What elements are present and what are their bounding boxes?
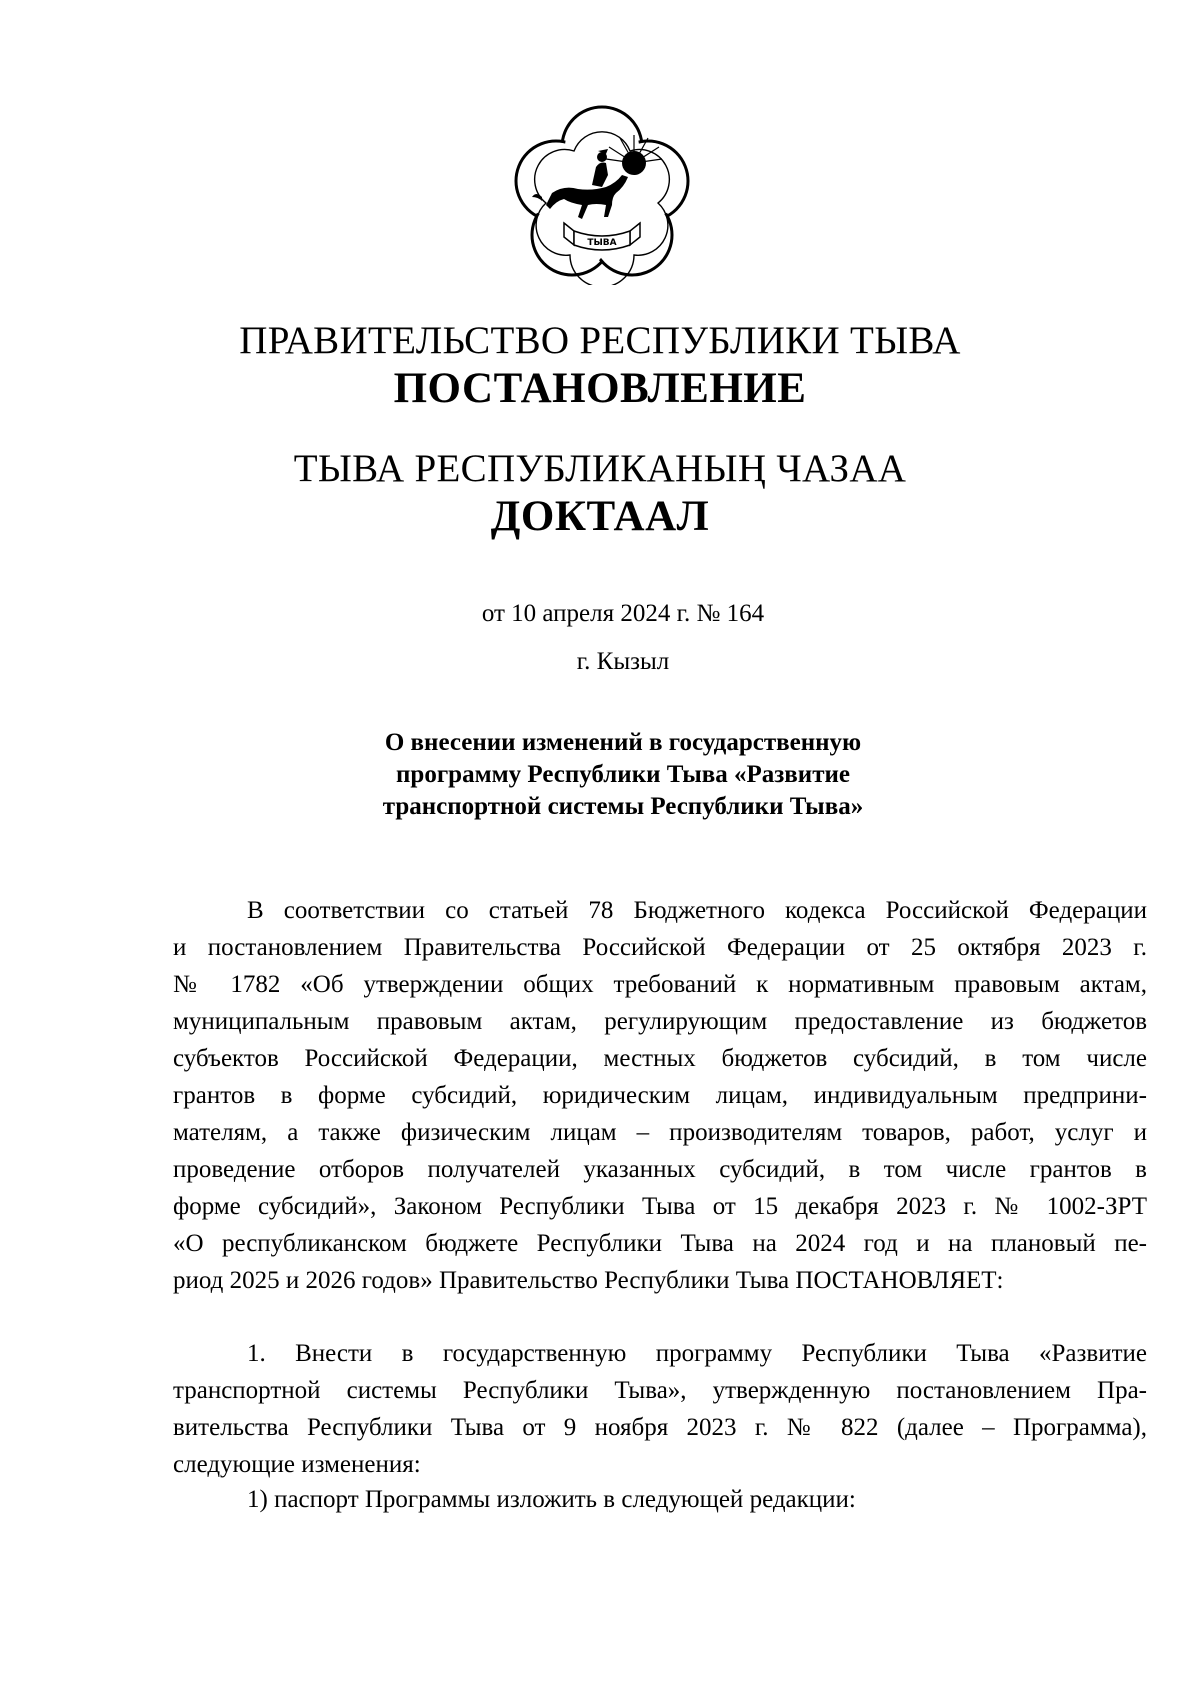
preamble-paragraph	[173, 892, 1147, 1299]
paragraph-line: грантов в форме субсидий, юридическим лицам, индивидуальным предприни-	[173, 1082, 1147, 1109]
subject-line: О внесении изменений в государственную	[384, 729, 862, 756]
paragraph-line: транспортной системы Республики Тыва», утвержденную постановлением Пра-	[173, 1377, 1147, 1404]
paragraph-line: проведение отборов получателей указанных субсидий, в том числе грантов в	[173, 1156, 1147, 1183]
paragraph-line: 1. Внести в государственную программу Республики Тыва «Развитие	[247, 1340, 1147, 1367]
item-1-subitem-1	[173, 1481, 1147, 1518]
decree-title-tyv: ДОКТААЛ	[490, 493, 710, 540]
paragraph-line: риод 2025 и 2026 годов» Правительство Республики Тыва ПОСТАНОВЛЯЕТ:	[173, 1267, 1004, 1294]
paragraph-line: В соответствии со статьей 78 Бюджетного кодекса Российской Федерации	[247, 897, 1147, 924]
tuva-coat-of-arms-icon	[512, 105, 692, 285]
decree-subject	[0, 727, 1200, 823]
item-1-paragraph	[173, 1335, 1147, 1483]
paragraph-line: муниципальным правовым актам, регулирующим предоставление из бюджетов	[173, 1008, 1147, 1035]
paragraph-line: № 1782 «Об утверждении общих требований к нормативным правовым актам,	[173, 971, 1147, 998]
paragraph-line: форме субсидий», Законом Республики Тыва от 15 декабря 2023 г. № 1002-ЗРТ	[173, 1193, 1147, 1220]
decree-city: г. Кызыл	[576, 648, 670, 675]
paragraph-line: субъектов Российской Федерации, местных бюджетов субсидий, в том числе	[173, 1045, 1147, 1072]
paragraph-line: следующие изменения:	[173, 1451, 421, 1478]
paragraph-line: «О республиканском бюджете Республики Тыва на 2024 год и на плановый пе-	[173, 1230, 1147, 1257]
government-title-tyv: ТЫВА РЕСПУБЛИКАНЫҢ ЧАЗАА	[293, 447, 907, 490]
paragraph-line: и постановлением Правительства Российской Федерации от 25 октября 2023 г.	[173, 934, 1147, 961]
paragraph-line: мателям, а также физическим лицам – производителям товаров, работ, услуг и	[173, 1119, 1147, 1146]
subject-line: транспортной системы Республики Тыва»	[382, 793, 864, 820]
subject-line: программу Республики Тыва «Развитие	[396, 761, 850, 788]
decree-date-number: от 10 апреля 2024 г. № 164	[481, 600, 765, 627]
paragraph-line: вительства Республики Тыва от 9 ноября 2023 г. № 822 (далее – Программа),	[173, 1414, 1147, 1441]
decree-title-ru: ПОСТАНОВЛЕНИЕ	[393, 365, 807, 412]
emblem-lettering: ТЫВА	[587, 238, 617, 248]
paragraph-line: 1) паспорт Программы изложить в следующей редакции:	[247, 1486, 856, 1513]
government-title-ru: ПРАВИТЕЛЬСТВО РЕСПУБЛИКИ ТЫВА	[239, 319, 961, 362]
